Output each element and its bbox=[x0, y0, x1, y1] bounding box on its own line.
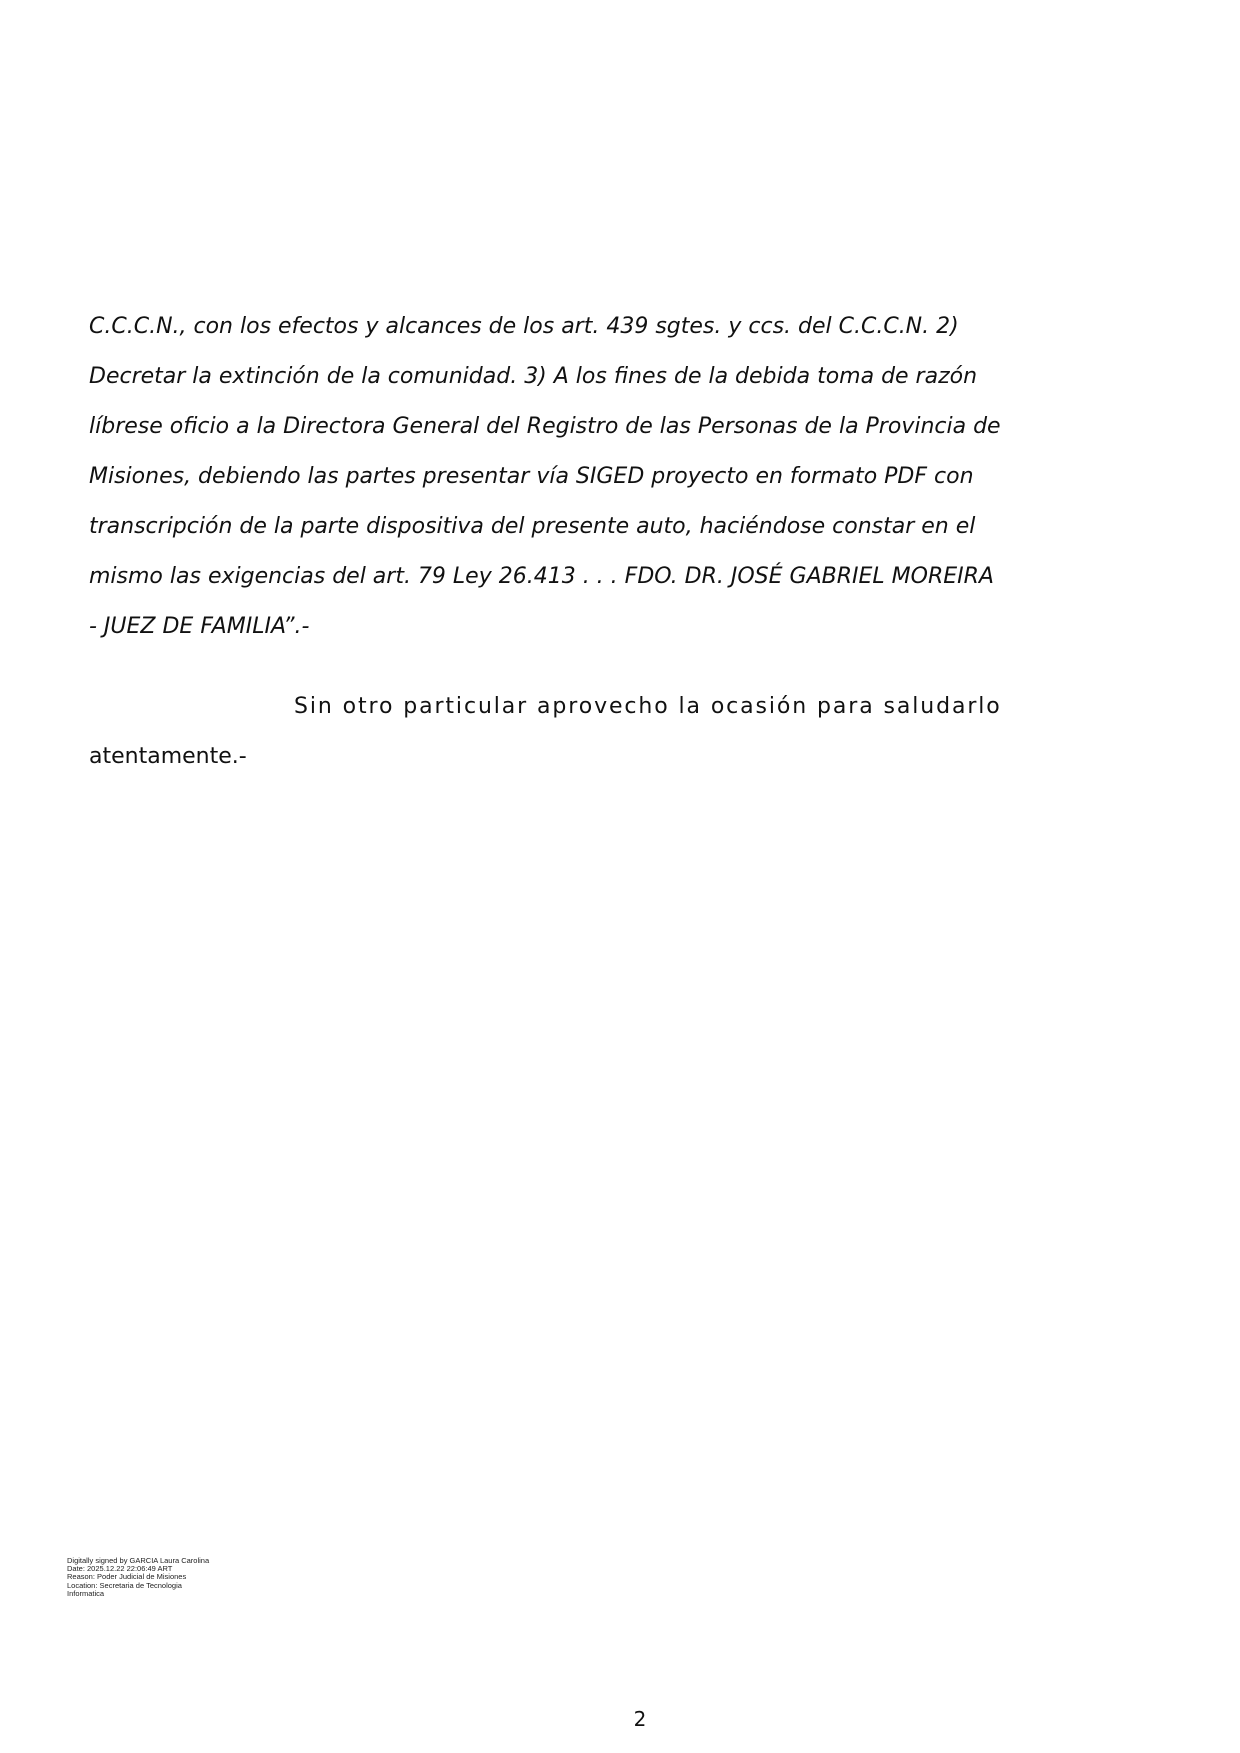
text-line: Misiones, debiendo las partes presentar vía SIGED proyecto en formato PDF con bbox=[89, 464, 974, 489]
signature-location-continued: Informatica bbox=[67, 1588, 105, 1598]
text-line: - JUEZ DE FAMILIA”.- bbox=[89, 614, 310, 639]
signature-date: Date: 2025.12.22 22:06:49 ART bbox=[67, 1564, 173, 1574]
digital-signature-stamp bbox=[67, 1557, 247, 1598]
text-line: transcripción de la parte dispositiva del presente auto, haciéndose constar en el bbox=[89, 514, 976, 539]
text-line: C.C.C.N., con los efectos y alcances de los art. 439 sgtes. y ccs. del C.C.C.N. 2) bbox=[89, 314, 959, 339]
closing-paragraph bbox=[89, 682, 1002, 782]
quoted-resolution-text bbox=[89, 302, 1001, 652]
signature-location: Location: Secretaria de Tecnologia bbox=[67, 1580, 182, 1590]
closing-line: Sin otro particular aprovecho la ocasión para saludarlo bbox=[294, 694, 1002, 719]
page-number: 2 bbox=[633, 1707, 647, 1731]
text-line: Decretar la extinción de la comunidad. 3) A los fines de la debida toma de razón bbox=[89, 364, 978, 389]
text-line: líbrese oficio a la Directora General del Registro de las Personas de la Provincia de bbox=[89, 414, 1001, 439]
signature-signed-by: Digitally signed by GARCIA Laura Carolina bbox=[67, 1556, 210, 1565]
text-line: mismo las exigencias del art. 79 Ley 26.413 . . . FDO. DR. JOSÉ GABRIEL MOREIRA bbox=[89, 564, 994, 589]
closing-line: atentamente.- bbox=[89, 744, 247, 769]
signature-reason: Reason: Poder Judicial de Misiones bbox=[67, 1572, 187, 1582]
